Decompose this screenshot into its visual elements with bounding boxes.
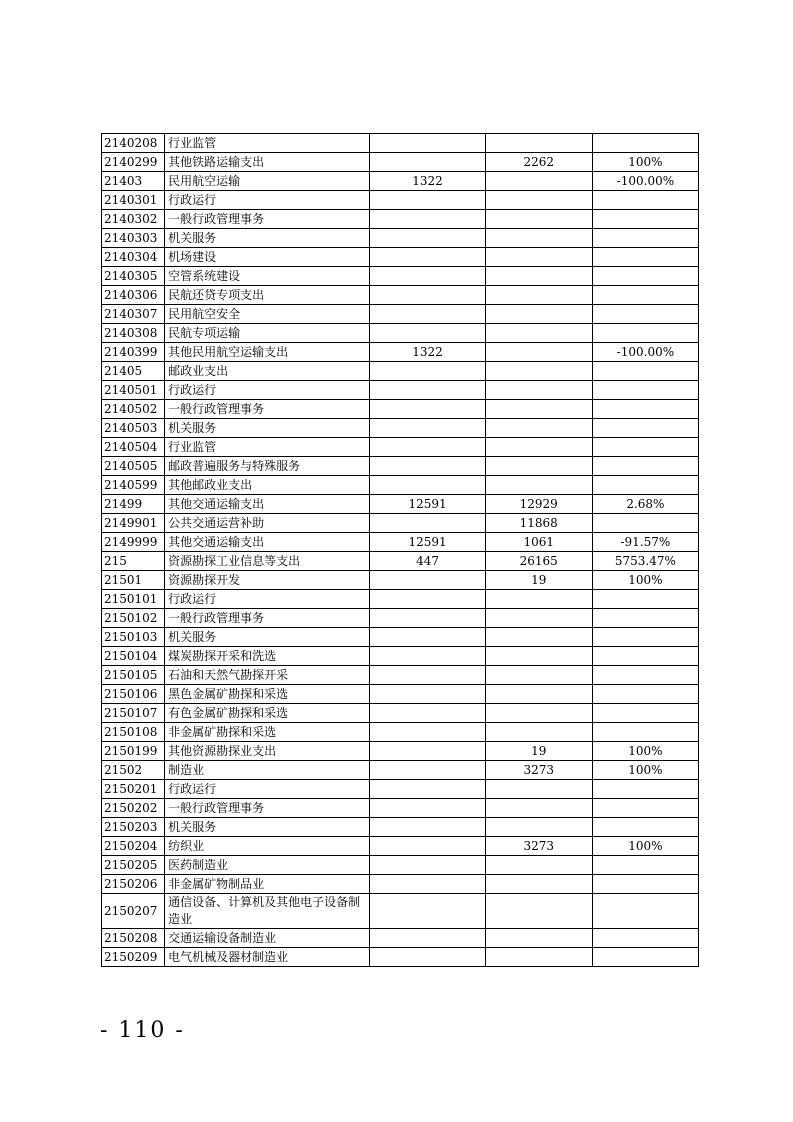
prior-year-value-cell [370, 210, 485, 229]
item-name-cell: 行政运行 [165, 191, 370, 210]
change-rate-cell [592, 818, 698, 837]
change-rate-cell [592, 590, 698, 609]
item-name-cell: 石油和天然气勘探开采 [165, 666, 370, 685]
table-row [102, 818, 699, 837]
current-year-value-cell [485, 704, 592, 723]
prior-year-value-cell [370, 856, 485, 875]
prior-year-value-cell [370, 571, 485, 590]
table-row [102, 324, 699, 343]
current-year-value-cell [485, 666, 592, 685]
prior-year-value-cell [370, 457, 485, 476]
change-rate-cell [592, 248, 698, 267]
change-rate-cell [592, 419, 698, 438]
prior-year-value-cell: 1322 [370, 172, 485, 191]
current-year-value-cell [485, 875, 592, 894]
item-name-cell: 其他邮政业支出 [165, 476, 370, 495]
code-cell: 2140299 [102, 153, 165, 172]
change-rate-cell [592, 685, 698, 704]
item-name-cell: 其他交通运输支出 [165, 533, 370, 552]
change-rate-cell [592, 704, 698, 723]
item-name-cell: 机场建设 [165, 248, 370, 267]
code-cell: 2150101 [102, 590, 165, 609]
item-name-cell: 行政运行 [165, 381, 370, 400]
code-cell: 2150207 [102, 894, 165, 929]
change-rate-cell [592, 457, 698, 476]
code-cell: 2150108 [102, 723, 165, 742]
table-row [102, 248, 699, 267]
prior-year-value-cell [370, 438, 485, 457]
code-cell: 2140301 [102, 191, 165, 210]
table-row [102, 229, 699, 248]
current-year-value-cell [485, 894, 592, 929]
code-cell: 2140505 [102, 457, 165, 476]
code-cell: 2150202 [102, 799, 165, 818]
current-year-value-cell [485, 400, 592, 419]
change-rate-cell [592, 628, 698, 647]
code-cell: 2150205 [102, 856, 165, 875]
current-year-value-cell [485, 457, 592, 476]
code-cell: 2140599 [102, 476, 165, 495]
item-name-cell: 有色金属矿勘探和采选 [165, 704, 370, 723]
change-rate-cell [592, 324, 698, 343]
table-row [102, 723, 699, 742]
table-row [102, 894, 699, 929]
item-name-cell: 机关服务 [165, 419, 370, 438]
current-year-value-cell [485, 134, 592, 153]
change-rate-cell [592, 305, 698, 324]
item-name-cell: 其他交通运输支出 [165, 495, 370, 514]
code-cell: 215 [102, 552, 165, 571]
code-cell: 2150201 [102, 780, 165, 799]
prior-year-value-cell [370, 742, 485, 761]
item-name-cell: 机关服务 [165, 818, 370, 837]
item-name-cell: 公共交通运营补助 [165, 514, 370, 533]
code-cell: 2149999 [102, 533, 165, 552]
current-year-value-cell [485, 476, 592, 495]
table-row [102, 438, 699, 457]
current-year-value-cell: 1061 [485, 533, 592, 552]
change-rate-cell: 100% [592, 837, 698, 856]
item-name-cell: 机关服务 [165, 628, 370, 647]
current-year-value-cell [485, 419, 592, 438]
current-year-value-cell [485, 381, 592, 400]
table-row [102, 495, 699, 514]
current-year-value-cell [485, 780, 592, 799]
table-row [102, 742, 699, 761]
current-year-value-cell [485, 210, 592, 229]
prior-year-value-cell: 12591 [370, 495, 485, 514]
table-row [102, 799, 699, 818]
current-year-value-cell [485, 229, 592, 248]
current-year-value-cell: 26165 [485, 552, 592, 571]
code-cell: 21403 [102, 172, 165, 191]
item-name-cell: 民航还贷专项支出 [165, 286, 370, 305]
prior-year-value-cell [370, 704, 485, 723]
change-rate-cell [592, 780, 698, 799]
code-cell: 2150204 [102, 837, 165, 856]
current-year-value-cell: 11868 [485, 514, 592, 533]
code-cell: 2150208 [102, 929, 165, 948]
table-row [102, 305, 699, 324]
prior-year-value-cell [370, 514, 485, 533]
current-year-value-cell [485, 818, 592, 837]
change-rate-cell [592, 799, 698, 818]
code-cell: 2150203 [102, 818, 165, 837]
table-row [102, 875, 699, 894]
change-rate-cell [592, 400, 698, 419]
change-rate-cell [592, 666, 698, 685]
current-year-value-cell [485, 305, 592, 324]
code-cell: 2140504 [102, 438, 165, 457]
prior-year-value-cell: 447 [370, 552, 485, 571]
table-row [102, 172, 699, 191]
change-rate-cell [592, 514, 698, 533]
item-name-cell: 资源勘探工业信息等支出 [165, 552, 370, 571]
code-cell: 2140304 [102, 248, 165, 267]
item-name-cell: 机关服务 [165, 229, 370, 248]
current-year-value-cell [485, 929, 592, 948]
item-name-cell: 行政运行 [165, 780, 370, 799]
prior-year-value-cell [370, 666, 485, 685]
current-year-value-cell [485, 191, 592, 210]
prior-year-value-cell [370, 894, 485, 929]
current-year-value-cell [485, 286, 592, 305]
prior-year-value-cell [370, 476, 485, 495]
current-year-value-cell: 19 [485, 742, 592, 761]
table-row [102, 400, 699, 419]
change-rate-cell [592, 856, 698, 875]
current-year-value-cell [485, 628, 592, 647]
code-cell: 2150107 [102, 704, 165, 723]
table-row [102, 476, 699, 495]
change-rate-cell [592, 286, 698, 305]
change-rate-cell [592, 875, 698, 894]
prior-year-value-cell [370, 799, 485, 818]
item-name-cell: 民用航空运输 [165, 172, 370, 191]
current-year-value-cell [485, 343, 592, 362]
table-row [102, 761, 699, 780]
code-cell: 21501 [102, 571, 165, 590]
prior-year-value-cell [370, 400, 485, 419]
item-name-cell: 非金属矿勘探和采选 [165, 723, 370, 742]
table-row [102, 153, 699, 172]
prior-year-value-cell: 1322 [370, 343, 485, 362]
change-rate-cell [592, 647, 698, 666]
current-year-value-cell [485, 948, 592, 967]
current-year-value-cell [485, 172, 592, 191]
current-year-value-cell [485, 723, 592, 742]
change-rate-cell [592, 229, 698, 248]
code-cell: 2140502 [102, 400, 165, 419]
item-name-cell: 医药制造业 [165, 856, 370, 875]
current-year-value-cell [485, 362, 592, 381]
table-row [102, 647, 699, 666]
code-cell: 2140208 [102, 134, 165, 153]
table-row [102, 628, 699, 647]
code-cell: 2150106 [102, 685, 165, 704]
prior-year-value-cell [370, 248, 485, 267]
prior-year-value-cell [370, 590, 485, 609]
table-row [102, 419, 699, 438]
change-rate-cell [592, 191, 698, 210]
code-cell: 2150199 [102, 742, 165, 761]
current-year-value-cell [485, 324, 592, 343]
prior-year-value-cell [370, 267, 485, 286]
item-name-cell: 制造业 [165, 761, 370, 780]
code-cell: 2140306 [102, 286, 165, 305]
change-rate-cell [592, 929, 698, 948]
current-year-value-cell [485, 267, 592, 286]
item-name-cell: 空管系统建设 [165, 267, 370, 286]
prior-year-value-cell [370, 419, 485, 438]
prior-year-value-cell [370, 761, 485, 780]
prior-year-value-cell [370, 191, 485, 210]
change-rate-cell [592, 609, 698, 628]
prior-year-value-cell [370, 286, 485, 305]
table-row [102, 210, 699, 229]
item-name-cell: 行政运行 [165, 590, 370, 609]
item-name-cell: 邮政普遍服务与特殊服务 [165, 457, 370, 476]
prior-year-value-cell [370, 780, 485, 799]
code-cell: 2140503 [102, 419, 165, 438]
current-year-value-cell: 3273 [485, 761, 592, 780]
prior-year-value-cell [370, 647, 485, 666]
current-year-value-cell [485, 685, 592, 704]
code-cell: 2140399 [102, 343, 165, 362]
prior-year-value-cell [370, 837, 485, 856]
table-row [102, 590, 699, 609]
code-cell: 2140308 [102, 324, 165, 343]
item-name-cell: 邮政业支出 [165, 362, 370, 381]
code-cell: 2149901 [102, 514, 165, 533]
current-year-value-cell [485, 248, 592, 267]
table-body [102, 134, 699, 967]
item-name-cell: 非金属矿物制品业 [165, 875, 370, 894]
table-row [102, 780, 699, 799]
item-name-cell: 其他资源勘探业支出 [165, 742, 370, 761]
table-row [102, 134, 699, 153]
table-row [102, 666, 699, 685]
item-name-cell: 煤炭勘探开采和洗选 [165, 647, 370, 666]
table-row [102, 609, 699, 628]
item-name-cell: 一般行政管理事务 [165, 210, 370, 229]
item-name-cell: 一般行政管理事务 [165, 609, 370, 628]
item-name-cell: 民用航空安全 [165, 305, 370, 324]
item-name-cell: 交通运输设备制造业 [165, 929, 370, 948]
change-rate-cell [592, 948, 698, 967]
item-name-cell: 行业监管 [165, 438, 370, 457]
budget-expenditure-table [101, 133, 699, 967]
current-year-value-cell: 2262 [485, 153, 592, 172]
table-row [102, 457, 699, 476]
current-year-value-cell [485, 438, 592, 457]
current-year-value-cell [485, 799, 592, 818]
item-name-cell: 资源勘探开发 [165, 571, 370, 590]
prior-year-value-cell [370, 153, 485, 172]
table-row [102, 286, 699, 305]
code-cell: 2140303 [102, 229, 165, 248]
change-rate-cell [592, 723, 698, 742]
item-name-cell: 民航专项运输 [165, 324, 370, 343]
code-cell: 2140302 [102, 210, 165, 229]
prior-year-value-cell [370, 723, 485, 742]
current-year-value-cell: 12929 [485, 495, 592, 514]
code-cell: 2140501 [102, 381, 165, 400]
change-rate-cell [592, 210, 698, 229]
code-cell: 21405 [102, 362, 165, 381]
table-row [102, 837, 699, 856]
prior-year-value-cell [370, 362, 485, 381]
table-row [102, 571, 699, 590]
change-rate-cell [592, 134, 698, 153]
current-year-value-cell [485, 590, 592, 609]
table-row [102, 685, 699, 704]
table-row [102, 704, 699, 723]
change-rate-cell: -100.00% [592, 343, 698, 362]
change-rate-cell: 100% [592, 153, 698, 172]
table-row [102, 362, 699, 381]
change-rate-cell: -100.00% [592, 172, 698, 191]
item-name-cell: 其他铁路运输支出 [165, 153, 370, 172]
prior-year-value-cell [370, 628, 485, 647]
current-year-value-cell [485, 856, 592, 875]
code-cell: 21502 [102, 761, 165, 780]
item-name-cell: 一般行政管理事务 [165, 400, 370, 419]
prior-year-value-cell [370, 305, 485, 324]
item-name-cell: 黑色金属矿勘探和采选 [165, 685, 370, 704]
item-name-cell: 电气机械及器材制造业 [165, 948, 370, 967]
change-rate-cell: 100% [592, 761, 698, 780]
code-cell: 2150105 [102, 666, 165, 685]
table-row [102, 191, 699, 210]
prior-year-value-cell [370, 134, 485, 153]
current-year-value-cell: 3273 [485, 837, 592, 856]
item-name-cell: 纺织业 [165, 837, 370, 856]
table-row [102, 343, 699, 362]
change-rate-cell [592, 476, 698, 495]
table-row [102, 929, 699, 948]
code-cell: 2140305 [102, 267, 165, 286]
change-rate-cell: 100% [592, 742, 698, 761]
prior-year-value-cell: 12591 [370, 533, 485, 552]
item-name-cell: 行业监管 [165, 134, 370, 153]
table-row [102, 948, 699, 967]
code-cell: 2140307 [102, 305, 165, 324]
change-rate-cell: 100% [592, 571, 698, 590]
item-name-cell: 一般行政管理事务 [165, 799, 370, 818]
code-cell: 2150102 [102, 609, 165, 628]
prior-year-value-cell [370, 381, 485, 400]
change-rate-cell [592, 438, 698, 457]
change-rate-cell: 5753.47% [592, 552, 698, 571]
table-row [102, 533, 699, 552]
table-row [102, 514, 699, 533]
current-year-value-cell: 19 [485, 571, 592, 590]
prior-year-value-cell [370, 685, 485, 704]
current-year-value-cell [485, 647, 592, 666]
table-row [102, 856, 699, 875]
change-rate-cell [592, 381, 698, 400]
table-row [102, 552, 699, 571]
item-name-cell: 其他民用航空运输支出 [165, 343, 370, 362]
change-rate-cell: 2.68% [592, 495, 698, 514]
prior-year-value-cell [370, 875, 485, 894]
code-cell: 2150104 [102, 647, 165, 666]
prior-year-value-cell [370, 948, 485, 967]
change-rate-cell [592, 267, 698, 286]
item-name-cell: 通信设备、计算机及其他电子设备制造业 [165, 894, 370, 929]
table-row [102, 267, 699, 286]
prior-year-value-cell [370, 324, 485, 343]
code-cell: 2150209 [102, 948, 165, 967]
change-rate-cell [592, 894, 698, 929]
change-rate-cell [592, 362, 698, 381]
code-cell: 2150103 [102, 628, 165, 647]
page-number: - 110 - [100, 1018, 185, 1043]
prior-year-value-cell [370, 229, 485, 248]
prior-year-value-cell [370, 609, 485, 628]
prior-year-value-cell [370, 818, 485, 837]
change-rate-cell: -91.57% [592, 533, 698, 552]
code-cell: 21499 [102, 495, 165, 514]
table-row [102, 381, 699, 400]
code-cell: 2150206 [102, 875, 165, 894]
prior-year-value-cell [370, 929, 485, 948]
current-year-value-cell [485, 609, 592, 628]
